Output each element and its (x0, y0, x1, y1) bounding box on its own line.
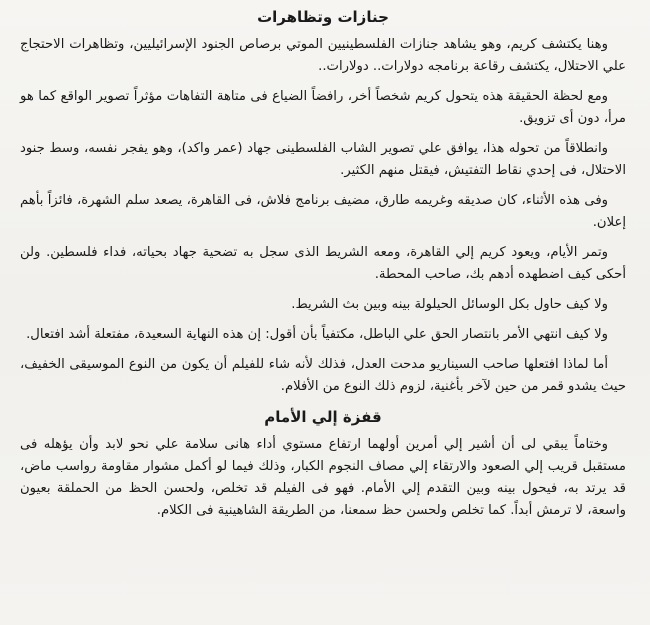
paragraph: وتمر الأيام، ويعود كريم إلي القاهرة، ومعه الشريط الذى سجل به تضحية جهاد بحياته، فداء فلسطين. ولن أحكى كيف اضطهده أدهم بك، صاحب المحطة. (20, 245, 626, 282)
paragraph: ولا كيف حاول بكل الوسائل الحيلولة بينه وبين بث الشريط. (291, 297, 608, 312)
paragraph: وختاماً يبقي لى أن أشير إلي أمرين أولهما ارتفاع مستوي أداء هانى سلامة علي نحو لابد وأن يؤهله فى مستقبل قريب إلي الصعود والارتقاء إلي مصاف النجوم الكبار، وذلك فيما لو أكمل مشوار مقاومة رواسب ماض، قد يرتد به، فيحول بينه وبين التقدم إلي الأمام. فهو فى الفيلم قد تخلص، ولحسن الحظ من الحملقة بعيون واسعة، لا ترمش أبداً. كما تخلص ولحسن حظ سمعنا، من الطريقة الشاهينية فى الكلام. (20, 437, 626, 518)
paragraph: أما لماذا افتعلها صاحب السيناريو مدحت العدل، فذلك لأنه شاء للفيلم أن يكون من النوع الموسيقى الخفيف، حيث يشدو قمر من حين لآخر بأغنية، لزوم ذلك النوع من الأفلام. (20, 357, 626, 394)
section-heading-leap-forward: قفزة إلي الأمام (264, 408, 382, 426)
paragraph: وهنا يكتشف كريم، وهو يشاهد جنازات الفلسطينيين الموتي برصاص الجنود الإسرائيليين، وتظاهرات الاحتجاج علي الاحتلال، يكتشف رقاعة برنامجه دولارات.. دولارات.. (20, 37, 626, 74)
paragraph: ولا كيف انتهي الأمر بانتصار الحق علي الباطل، مكتفياً بأن أقول: إن هذه النهاية السعيدة، مفتعلة أشد افتعال. (26, 327, 608, 342)
paragraph: ومع لحظة الحقيقة هذه يتحول كريم شخصاً أخر، رافضاً الضياع فى متاهة التفاهات مؤثراً تصوير الواقع كما هو مرأ، دون أى تزويق. (20, 89, 626, 126)
section-heading-funerals: جنازات وتظاهرات (257, 8, 389, 26)
paragraph: وفى هذه الأثناء، كان صديقه وغريمه طارق، مضيف برنامج فلاش، فى القاهرة، يصعد سلم الشهرة، فائزاً بأهم إعلان. (20, 193, 626, 230)
paragraph: وانطلاقاً من تحوله هذا، يوافق علي تصوير الشاب الفلسطينى جهاد (عمر واكد)، وهو يفجر نفسه، وسط جنود الاحتلال، فى إحدي نقاط التفتيش، فيقتل منهم الكثير. (20, 141, 626, 178)
